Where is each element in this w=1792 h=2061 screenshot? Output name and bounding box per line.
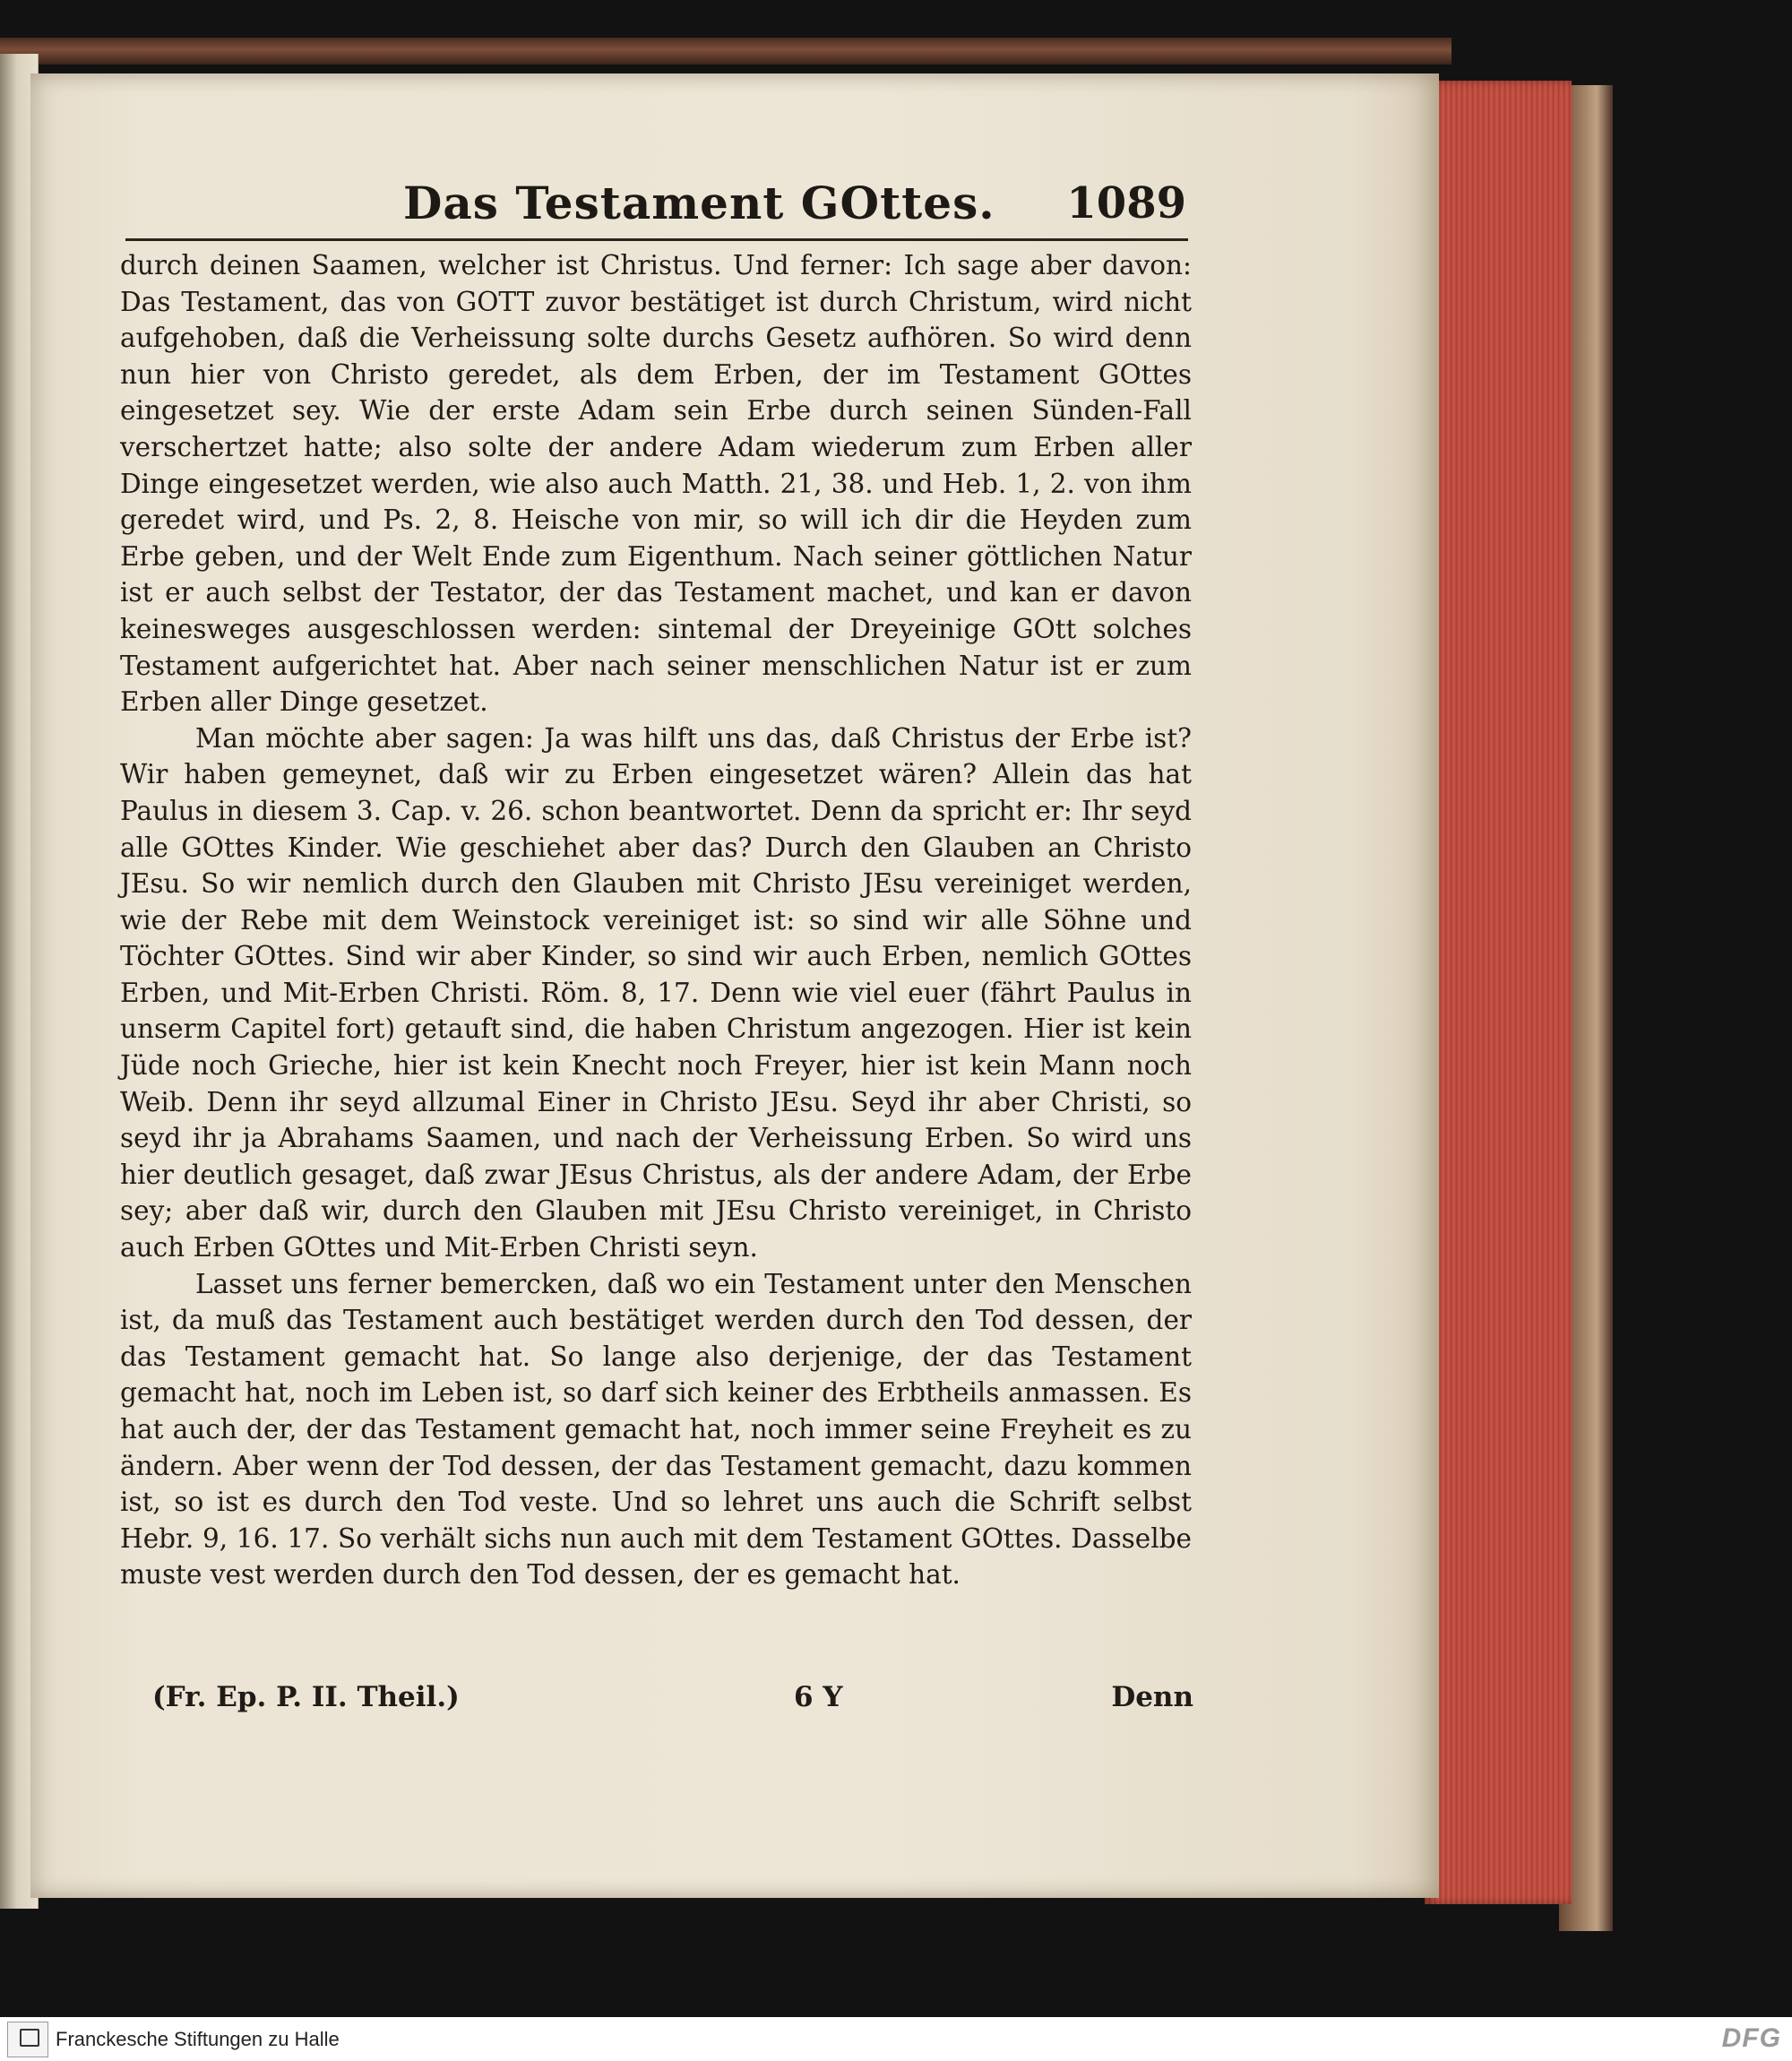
page-title: Das Testament GOttes.	[403, 177, 995, 229]
page-number: 1089	[1066, 178, 1186, 229]
logo-mark	[20, 2029, 39, 2047]
gathering-mark: 6 Y	[794, 1681, 843, 1713]
book-spine-top	[0, 38, 1452, 65]
red-fore-edge	[1425, 81, 1572, 1904]
body-text	[120, 247, 1192, 1593]
franckesche-stiftungen-logo-icon	[7, 2022, 48, 2057]
signature-mark: (Fr. Ep. P. II. Theil.)	[152, 1681, 460, 1713]
paragraph: Lasset uns ferner bemercken, daß wo ein Testament unter den Menschen ist, da muß das Testament auch bestätiget werden durch den Tod dessen, der das Testament gemacht hat. So lange also derjenige, der das Testament gemacht hat, noch im Leben ist, so darf sich keiner des Erbtheils anmassen. Es hat auch der, der das Testament gemacht hat, noch immer seine Freyheit es zu ändern. Aber wenn der Tod dessen, der das Testament gemacht, dazu kommen ist, so ist es durch den Tod veste. Und so lehret uns auch die Schrift selbst Hebr. 9, 16. 17. So verhält sichs nun auch mit dem Testament GOttes. Dasselbe muste vest werden durch den Tod dessen, der es gemacht hat.	[120, 1268, 1192, 1591]
dfg-logo: DFG	[1721, 2023, 1781, 2053]
signature-line	[152, 1677, 1193, 1717]
paragraph: durch deinen Saamen, welcher ist Christus. Und ferner: Ich sage aber davon: Das Testament, das von GOTT zuvor bestätiget ist durch Christum, wird nicht aufgehoben, daß die Verheissung solte durchs Gesetz aufhören. So wird denn nun hier von Christo geredet, als dem Erben, der im Testament GOttes eingesetzet sey. Wie der erste Adam sein Erbe durch seinen Sünden-Fall verschertzet hatte; also solte der andere Adam wiederum zum Erben aller Dinge eingesetzet werden, wie also auch Matth. 21, 38. und Heb. 1, 2. von ihm geredet wird, und Ps. 2, 8. Heische von mir, so will ich dir die Heyden zum Erbe geben, und der Welt Ende zum Eigenthum. Nach seiner göttlichen Natur ist er auch selbst der Testator, der das Testament machet, und kan er davon keinesweges ausgeschlossen werden: sintemal der Dreyeinige GOtt solches Testament aufgerichtet hat. Aber nach seiner menschlichen Natur ist er zum Erben aller Dinge gesetzet.	[120, 250, 1192, 718]
paragraph: Man möchte aber sagen: Ja was hilft uns das, daß Christus der Erbe ist? Wir haben gemeynet, daß wir zu Erben eingesetzet wären? Allein das hat Paulus in diesem 3. Cap. v. 26. schon beantwortet. Denn da spricht er: Ihr seyd alle GOttes Kinder. Wie geschiehet aber das? Durch den Glauben an Christo JEsu. So wir nemlich durch den Glauben mit Christo JEsu vereiniget werden, wie der Rebe mit dem Weinstock vereiniget ist: so sind wir alle Söhne und Töchter GOttes. Sind wir aber Kinder, so sind wir auch Erben, nemlich GOttes Erben, und Mit-Erben Christi. Röm. 8, 17. Denn wie viel euer (fährt Paulus in unserm Capitel fort) getauft sind, die haben Christum angezogen. Hier ist kein Jüde noch Grieche, hier ist kein Knecht noch Freyer, hier ist kein Mann noch Weib. Denn ihr seyd allzumal Einer in Christo JEsu. Seyd ihr aber Christi, so seyd ihr ja Abrahams Saamen, und nach der Verheissung Erben. So wird uns hier deutlich gesaget, daß zwar JEsus Christus, als der andere Adam, der Erbe sey; aber daß wir, durch den Glauben mit JEsu Christo vereiniget, in Christo auch Erben GOttes und Mit-Erben Christi seyn.	[120, 722, 1192, 1263]
header-rule	[125, 238, 1188, 241]
source-institution: Franckesche Stiftungen zu Halle	[56, 2028, 340, 2050]
catchword: Denn	[1111, 1681, 1193, 1713]
running-header	[125, 175, 1186, 232]
